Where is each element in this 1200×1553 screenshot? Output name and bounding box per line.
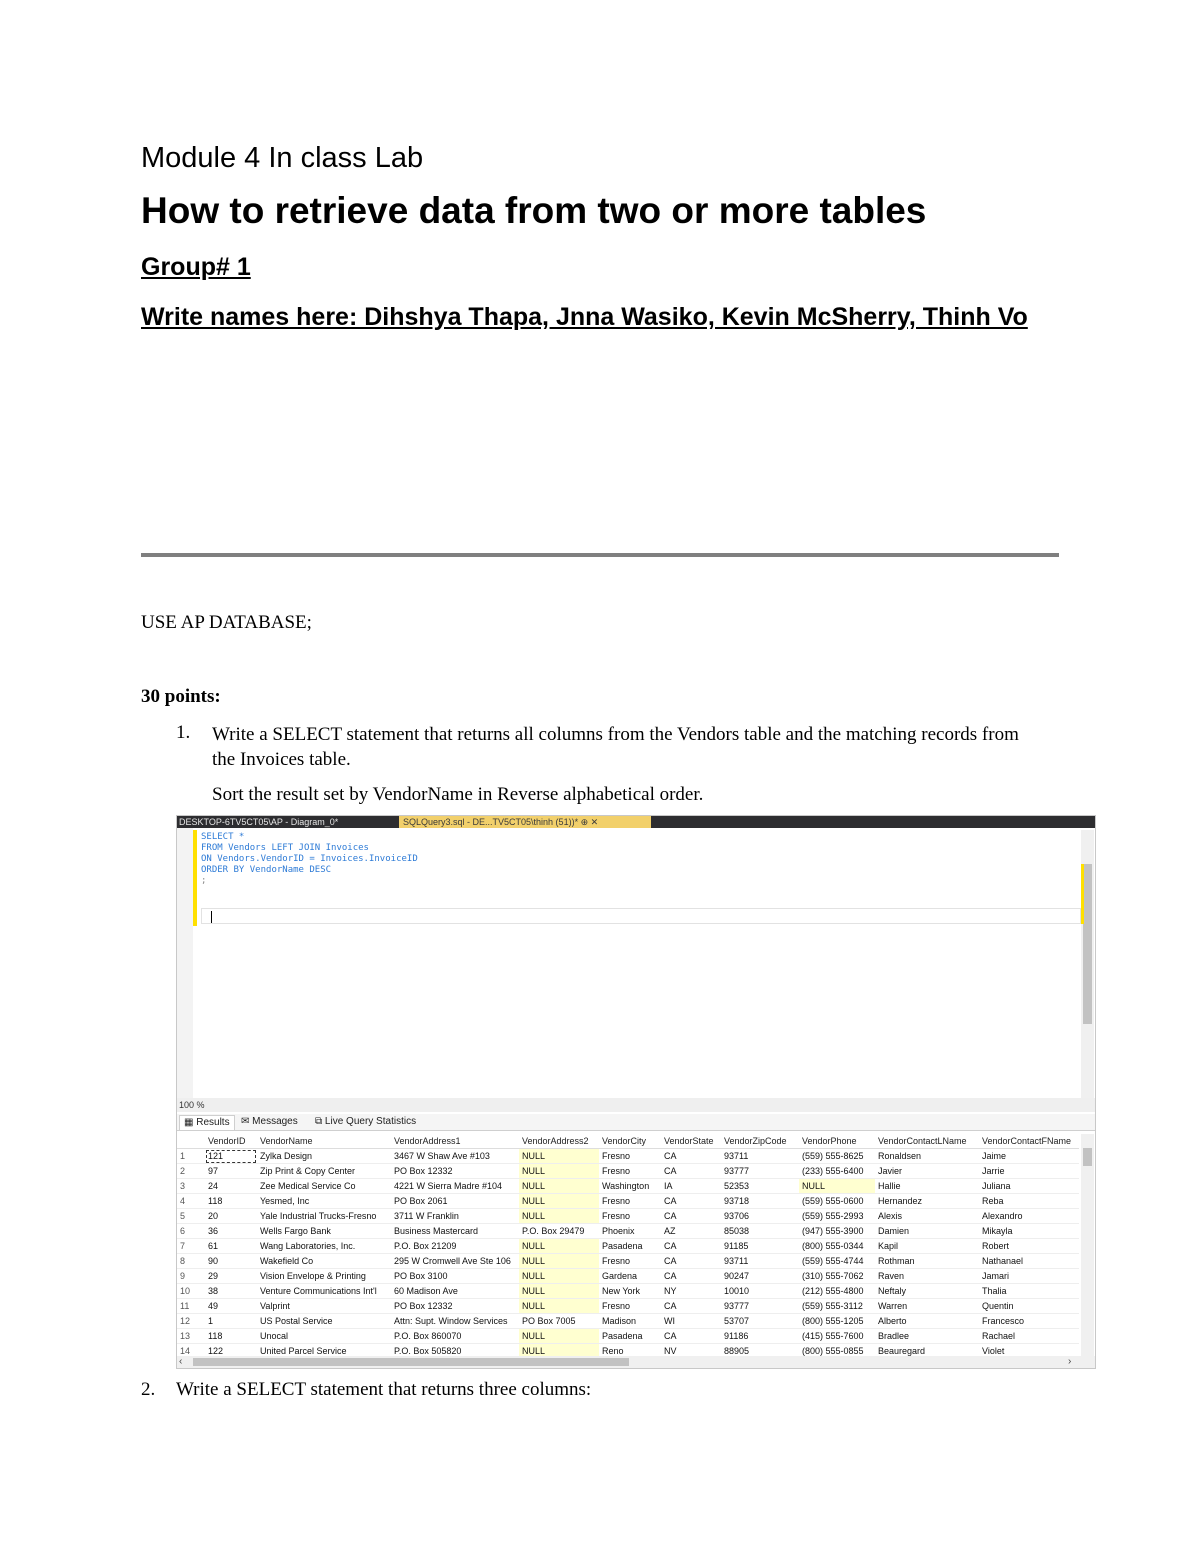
- table-cell[interactable]: (559) 555-3112: [799, 1299, 875, 1314]
- code-line: FROM Vendors LEFT JOIN Invoices: [201, 843, 369, 853]
- table-cell[interactable]: PO Box 7005: [519, 1314, 599, 1329]
- table-cell[interactable]: Pasadena: [599, 1239, 661, 1254]
- row-number: 2: [177, 1164, 205, 1179]
- table-cell[interactable]: Damien: [875, 1224, 979, 1239]
- table-cell[interactable]: PO Box 12332: [391, 1164, 519, 1179]
- table-cell[interactable]: Ronaldsen: [875, 1149, 979, 1164]
- table-cell[interactable]: Zip Print & Copy Center: [257, 1164, 391, 1179]
- table-cell[interactable]: Wakefield Co: [257, 1254, 391, 1269]
- table-cell[interactable]: P.O. Box 505820: [391, 1344, 519, 1357]
- question-1-number: 1.: [176, 722, 191, 743]
- table-cell[interactable]: Juliana: [979, 1179, 1079, 1194]
- grid-scroll-thumb[interactable]: [1083, 1148, 1092, 1166]
- table-cell[interactable]: (559) 555-2993: [799, 1209, 875, 1224]
- table-cell[interactable]: Washington: [599, 1179, 661, 1194]
- row-number: 8: [177, 1254, 205, 1269]
- question-1-sort-instruction: Sort the result set by VendorName in Reverse alphabetical order.: [212, 784, 704, 805]
- table-cell[interactable]: Neftaly: [875, 1284, 979, 1299]
- table-cell[interactable]: (233) 555-6400: [799, 1164, 875, 1179]
- ssms-screenshot: [176, 815, 1096, 1369]
- table-cell[interactable]: 93711: [721, 1149, 799, 1164]
- tab-live-query-statistics[interactable]: [311, 1115, 420, 1129]
- tab-sql-query[interactable]: SQLQuery3.sql - DE...TV5CT05\thinh (51))* ⊕ ✕: [399, 816, 651, 828]
- table-row[interactable]: [177, 1164, 1079, 1179]
- column-header[interactable]: VendorContactLName: [875, 1134, 979, 1149]
- table-cell[interactable]: PO Box 2061: [391, 1194, 519, 1209]
- table-row[interactable]: [177, 1314, 1079, 1329]
- table-cell[interactable]: Pasadena: [599, 1329, 661, 1344]
- table-cell[interactable]: 20: [205, 1209, 257, 1224]
- table-cell[interactable]: (559) 555-8625: [799, 1149, 875, 1164]
- table-cell[interactable]: WI: [661, 1314, 721, 1329]
- row-number: 14: [177, 1344, 205, 1357]
- table-cell[interactable]: Reno: [599, 1344, 661, 1357]
- tab-messages-label: Messages: [252, 1116, 298, 1127]
- statistics-icon: ⧉: [315, 1116, 325, 1127]
- code-line: ;: [201, 876, 207, 886]
- table-cell[interactable]: 3467 W Shaw Ave #103: [391, 1149, 519, 1164]
- table-cell[interactable]: 118: [205, 1329, 257, 1344]
- row-number: 7: [177, 1239, 205, 1254]
- results-tab-strip: [177, 1114, 1095, 1131]
- table-cell[interactable]: NV: [661, 1344, 721, 1357]
- table-cell[interactable]: NULL: [519, 1269, 599, 1284]
- row-number: 11: [177, 1299, 205, 1314]
- table-cell[interactable]: Phoenix: [599, 1224, 661, 1239]
- table-cell[interactable]: (800) 555-1205: [799, 1314, 875, 1329]
- code-line: SELECT *: [201, 832, 245, 842]
- grid-icon: ▦: [184, 1117, 197, 1128]
- row-number: 13: [177, 1329, 205, 1344]
- scrollbar-change-marker: [1081, 864, 1084, 924]
- table-cell[interactable]: Hallie: [875, 1179, 979, 1194]
- table-cell[interactable]: CA: [661, 1269, 721, 1284]
- table-cell[interactable]: (310) 555-7062: [799, 1269, 875, 1284]
- table-cell[interactable]: Alexis: [875, 1209, 979, 1224]
- tab-diagram[interactable]: DESKTOP-6TV5CT05\AP - Diagram_0*: [179, 817, 339, 827]
- row-number: 1: [177, 1149, 205, 1164]
- table-cell[interactable]: Kapil: [875, 1239, 979, 1254]
- row-number: 5: [177, 1209, 205, 1224]
- table-cell[interactable]: Jamari: [979, 1269, 1079, 1284]
- table-cell[interactable]: Venture Communications Int'l: [257, 1284, 391, 1299]
- row-number: 6: [177, 1224, 205, 1239]
- table-cell[interactable]: Fresno: [599, 1209, 661, 1224]
- table-cell[interactable]: NULL: [519, 1209, 599, 1224]
- group-names: Write names here: Dihshya Thapa, Jnna Wasiko, Kevin McSherry, Thinh Vo: [141, 303, 1028, 331]
- table-cell[interactable]: CA: [661, 1194, 721, 1209]
- table-cell[interactable]: Robert: [979, 1239, 1079, 1254]
- table-cell[interactable]: CA: [661, 1209, 721, 1224]
- points-label: 30 points:: [141, 686, 221, 707]
- table-cell[interactable]: NULL: [519, 1239, 599, 1254]
- table-cell[interactable]: Fresno: [599, 1149, 661, 1164]
- column-header[interactable]: VendorZipCode: [721, 1134, 799, 1149]
- row-number: 3: [177, 1179, 205, 1194]
- tab-messages[interactable]: [237, 1115, 302, 1129]
- table-cell[interactable]: 90: [205, 1254, 257, 1269]
- table-cell[interactable]: 91186: [721, 1329, 799, 1344]
- table-cell[interactable]: US Postal Service: [257, 1314, 391, 1329]
- message-icon: ✉: [241, 1116, 253, 1127]
- table-cell[interactable]: CA: [661, 1239, 721, 1254]
- table-cell[interactable]: P.O. Box 21209: [391, 1239, 519, 1254]
- table-cell[interactable]: 90247: [721, 1269, 799, 1284]
- table-cell[interactable]: 118: [205, 1194, 257, 1209]
- table-cell[interactable]: Fresno: [599, 1299, 661, 1314]
- table-row[interactable]: [177, 1254, 1079, 1269]
- table-cell[interactable]: 4221 W Sierra Madre #104: [391, 1179, 519, 1194]
- table-cell[interactable]: United Parcel Service: [257, 1344, 391, 1357]
- editor-tab-bar: [177, 816, 1095, 828]
- question-2-text: Write a SELECT statement that returns three columns:: [176, 1379, 592, 1400]
- scroll-right-icon[interactable]: ›: [1068, 1356, 1072, 1367]
- column-header[interactable]: [177, 1134, 205, 1149]
- table-cell[interactable]: (212) 555-4800: [799, 1284, 875, 1299]
- table-cell[interactable]: NULL: [519, 1329, 599, 1344]
- table-row[interactable]: [177, 1224, 1079, 1239]
- table-cell[interactable]: NY: [661, 1284, 721, 1299]
- row-number: 4: [177, 1194, 205, 1209]
- table-cell[interactable]: CA: [661, 1254, 721, 1269]
- table-cell[interactable]: CA: [661, 1164, 721, 1179]
- column-header[interactable]: VendorCity: [599, 1134, 661, 1149]
- table-cell[interactable]: 91185: [721, 1239, 799, 1254]
- table-cell[interactable]: CA: [661, 1329, 721, 1344]
- table-cell[interactable]: AZ: [661, 1224, 721, 1239]
- table-cell[interactable]: Attn: Supt. Window Services: [391, 1314, 519, 1329]
- sql-editor[interactable]: [201, 832, 418, 887]
- table-cell[interactable]: Thalia: [979, 1284, 1079, 1299]
- table-cell[interactable]: Alexandro: [979, 1209, 1079, 1224]
- editor-gutter: [177, 828, 193, 1103]
- code-line: ORDER BY VendorName DESC: [201, 865, 332, 875]
- table-cell[interactable]: Reba: [979, 1194, 1079, 1209]
- table-cell[interactable]: Gardena: [599, 1269, 661, 1284]
- column-header[interactable]: VendorID: [205, 1134, 257, 1149]
- table-row[interactable]: [177, 1284, 1079, 1299]
- code-line: ON Vendors.VendorID = Invoices.InvoiceID: [201, 854, 418, 864]
- column-header[interactable]: VendorAddress1: [391, 1134, 519, 1149]
- table-cell[interactable]: P.O. Box 860070: [391, 1329, 519, 1344]
- table-cell[interactable]: Madison: [599, 1314, 661, 1329]
- table-row[interactable]: [177, 1194, 1079, 1209]
- scroll-left-icon[interactable]: ‹: [179, 1356, 183, 1367]
- question-1-text: Write a SELECT statement that returns all columns from the Vendors table and the matching records from the Invoices table.: [212, 724, 1019, 770]
- table-cell[interactable]: NULL: [519, 1164, 599, 1179]
- table-cell[interactable]: Yesmed, Inc: [257, 1194, 391, 1209]
- table-cell[interactable]: 93777: [721, 1299, 799, 1314]
- table-cell[interactable]: NULL: [799, 1179, 875, 1194]
- table-cell[interactable]: Jaime: [979, 1149, 1079, 1164]
- table-cell[interactable]: Javier: [875, 1164, 979, 1179]
- table-cell[interactable]: Wang Laboratories, Inc.: [257, 1239, 391, 1254]
- table-cell[interactable]: Hernandez: [875, 1194, 979, 1209]
- table-cell[interactable]: 121: [205, 1149, 257, 1164]
- results-grid[interactable]: [177, 1134, 1080, 1356]
- table-cell[interactable]: 10010: [721, 1284, 799, 1299]
- table-cell[interactable]: Rothman: [875, 1254, 979, 1269]
- table-cell[interactable]: 1: [205, 1314, 257, 1329]
- group-number: Group# 1: [141, 253, 251, 281]
- row-number: 9: [177, 1269, 205, 1284]
- table-cell[interactable]: 122: [205, 1344, 257, 1357]
- table-cell[interactable]: Mikayla: [979, 1224, 1079, 1239]
- editor-scroll-thumb[interactable]: [1083, 864, 1092, 1024]
- grid-horizontal-thumb[interactable]: [193, 1358, 629, 1366]
- column-header[interactable]: VendorName: [257, 1134, 391, 1149]
- module-heading: Module 4 In class Lab: [141, 142, 424, 174]
- table-cell[interactable]: 88905: [721, 1344, 799, 1357]
- table-cell[interactable]: (800) 555-0855: [799, 1344, 875, 1357]
- table-cell[interactable]: Business Mastercard: [391, 1224, 519, 1239]
- table-cell[interactable]: NULL: [519, 1344, 599, 1357]
- table-cell[interactable]: Nathanael: [979, 1254, 1079, 1269]
- table-cell[interactable]: 3711 W Franklin: [391, 1209, 519, 1224]
- table-cell[interactable]: Beauregard: [875, 1344, 979, 1357]
- table-cell[interactable]: 60 Madison Ave: [391, 1284, 519, 1299]
- table-cell[interactable]: CA: [661, 1299, 721, 1314]
- table-cell[interactable]: Zee Medical Service Co: [257, 1179, 391, 1194]
- zoom-bar: [177, 1098, 1095, 1112]
- table-cell[interactable]: 93777: [721, 1164, 799, 1179]
- table-cell[interactable]: Raven: [875, 1269, 979, 1284]
- grid-vertical-scrollbar[interactable]: [1081, 1134, 1094, 1356]
- question-2-number: 2.: [141, 1379, 156, 1400]
- table-cell[interactable]: Rachael: [979, 1329, 1079, 1344]
- horizontal-rule: [141, 553, 1059, 557]
- text-caret: [211, 911, 212, 923]
- table-cell[interactable]: Vision Envelope & Printing: [257, 1269, 391, 1284]
- table-cell[interactable]: Bradlee: [875, 1329, 979, 1344]
- table-cell[interactable]: NULL: [519, 1179, 599, 1194]
- table-cell[interactable]: Fresno: [599, 1254, 661, 1269]
- table-cell[interactable]: Valprint: [257, 1299, 391, 1314]
- table-cell[interactable]: NULL: [519, 1284, 599, 1299]
- column-header[interactable]: VendorAddress2: [519, 1134, 599, 1149]
- table-cell[interactable]: 52353: [721, 1179, 799, 1194]
- table-cell[interactable]: NULL: [519, 1149, 599, 1164]
- table-row[interactable]: [177, 1149, 1079, 1164]
- table-cell[interactable]: (947) 555-3900: [799, 1224, 875, 1239]
- table-cell[interactable]: (800) 555-0344: [799, 1239, 875, 1254]
- table-cell[interactable]: Fresno: [599, 1194, 661, 1209]
- zoom-level[interactable]: 100 %: [179, 1100, 205, 1110]
- table-cell[interactable]: 36: [205, 1224, 257, 1239]
- table-cell[interactable]: P.O. Box 29479: [519, 1224, 599, 1239]
- table-cell[interactable]: Alberto: [875, 1314, 979, 1329]
- table-cell[interactable]: Zylka Design: [257, 1149, 391, 1164]
- column-header[interactable]: VendorState: [661, 1134, 721, 1149]
- table-cell[interactable]: NULL: [519, 1299, 599, 1314]
- table-cell[interactable]: 97: [205, 1164, 257, 1179]
- table-cell[interactable]: 29: [205, 1269, 257, 1284]
- table-cell[interactable]: 49: [205, 1299, 257, 1314]
- table-row[interactable]: [177, 1179, 1079, 1194]
- table-cell[interactable]: Francesco: [979, 1314, 1079, 1329]
- table-cell[interactable]: 295 W Cromwell Ave Ste 106: [391, 1254, 519, 1269]
- tab-results[interactable]: [179, 1115, 235, 1130]
- row-number: 10: [177, 1284, 205, 1299]
- table-cell[interactable]: 93718: [721, 1194, 799, 1209]
- table-cell[interactable]: PO Box 12332: [391, 1299, 519, 1314]
- table-cell[interactable]: PO Box 3100: [391, 1269, 519, 1284]
- table-cell[interactable]: 38: [205, 1284, 257, 1299]
- table-row[interactable]: [177, 1344, 1079, 1357]
- table-cell[interactable]: NULL: [519, 1254, 599, 1269]
- table-cell[interactable]: Wells Fargo Bank: [257, 1224, 391, 1239]
- current-line-highlight: [201, 908, 1081, 924]
- use-statement: USE AP DATABASE;: [141, 612, 312, 633]
- column-header[interactable]: VendorContactFName: [979, 1134, 1079, 1149]
- page-title: How to retrieve data from two or more tables: [141, 190, 927, 231]
- table-cell[interactable]: (559) 555-0600: [799, 1194, 875, 1209]
- table-cell[interactable]: 85038: [721, 1224, 799, 1239]
- table-cell[interactable]: CA: [661, 1149, 721, 1164]
- table-cell[interactable]: Jarrie: [979, 1164, 1079, 1179]
- table-cell[interactable]: Warren: [875, 1299, 979, 1314]
- table-cell[interactable]: New York: [599, 1284, 661, 1299]
- column-header[interactable]: VendorPhone: [799, 1134, 875, 1149]
- table-cell[interactable]: NULL: [519, 1194, 599, 1209]
- table-cell[interactable]: Yale Industrial Trucks-Fresno: [257, 1209, 391, 1224]
- table-row[interactable]: [177, 1299, 1079, 1314]
- table-cell[interactable]: (415) 555-7600: [799, 1329, 875, 1344]
- table-row[interactable]: [177, 1209, 1079, 1224]
- table-cell[interactable]: 93711: [721, 1254, 799, 1269]
- table-cell[interactable]: (559) 555-4744: [799, 1254, 875, 1269]
- table-cell[interactable]: IA: [661, 1179, 721, 1194]
- table-cell[interactable]: 24: [205, 1179, 257, 1194]
- tab-live-query-label: Live Query Statistics: [324, 1116, 417, 1127]
- table-cell[interactable]: Fresno: [599, 1164, 661, 1179]
- table-cell[interactable]: 53707: [721, 1314, 799, 1329]
- table-row[interactable]: [177, 1269, 1079, 1284]
- table-row[interactable]: [177, 1239, 1079, 1254]
- tab-results-label: Results: [196, 1117, 230, 1128]
- table-cell[interactable]: Quentin: [979, 1299, 1079, 1314]
- table-row[interactable]: [177, 1329, 1079, 1344]
- table-cell[interactable]: 93706: [721, 1209, 799, 1224]
- row-number: 12: [177, 1314, 205, 1329]
- change-marker: [193, 830, 197, 926]
- table-cell[interactable]: Violet: [979, 1344, 1079, 1357]
- table-cell[interactable]: 61: [205, 1239, 257, 1254]
- table-cell[interactable]: Unocal: [257, 1329, 391, 1344]
